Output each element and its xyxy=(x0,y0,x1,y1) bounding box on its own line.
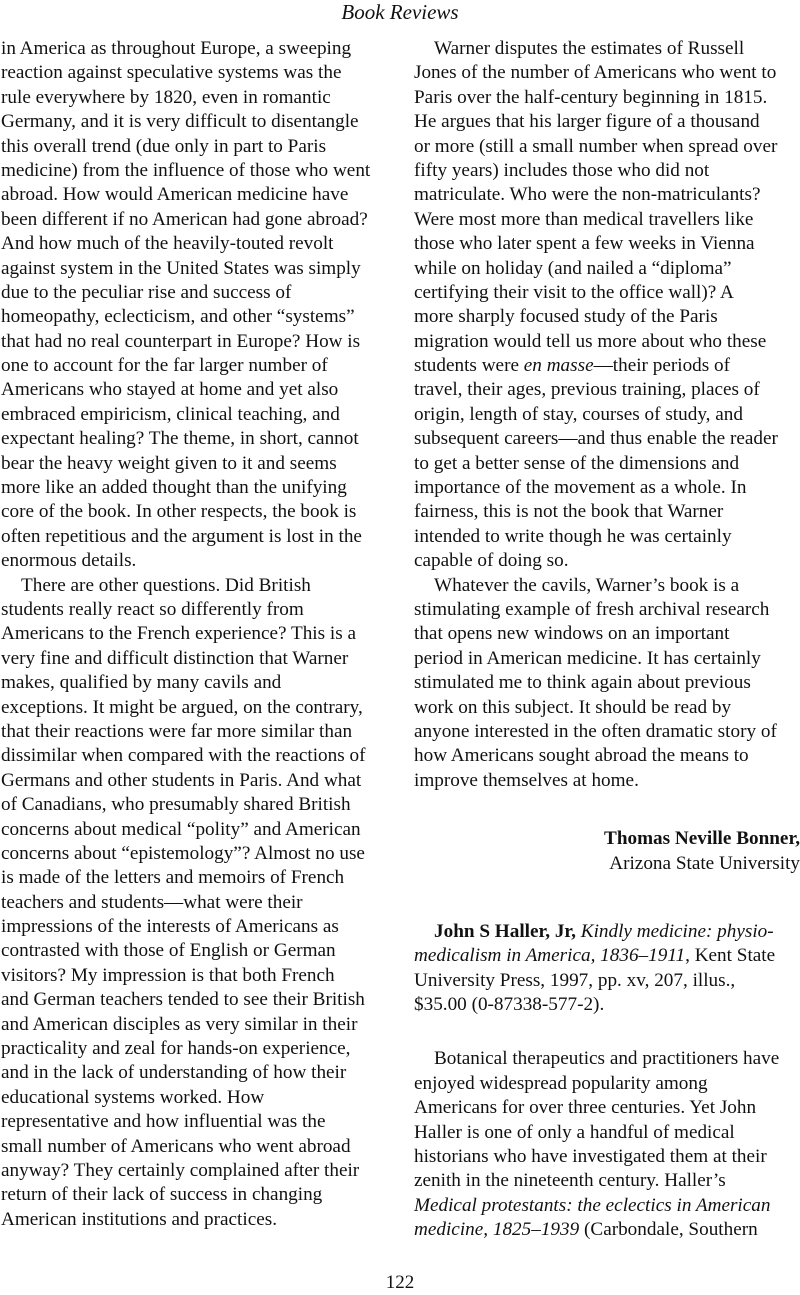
text-line: zenith in the nineteenth century. Haller’s xyxy=(414,1170,726,1192)
text-line: concerns about “epistemology”? Almost no use xyxy=(1,842,365,864)
text-run: students were xyxy=(414,355,524,377)
text-line: small number of Americans who went abroad xyxy=(1,1135,351,1157)
text-line: teachers and students—what were their xyxy=(1,891,303,913)
text-line: intended to write though he was certainly xyxy=(414,525,732,547)
text-line: He argues that his larger figure of a thousand xyxy=(414,111,760,133)
text-line: period in American medicine. It has certainly xyxy=(414,647,761,669)
text-line: stimulated me to think again about previous xyxy=(414,672,751,694)
text-line: There are other questions. Did British xyxy=(21,574,311,596)
text-line: concerns about medical “polity” and American xyxy=(1,818,361,840)
text-line: return of their lack of success in changing xyxy=(1,1184,323,1206)
text-line: and German teachers tended to see their British xyxy=(1,989,365,1011)
text-line: representative and how influential was the xyxy=(1,1111,326,1133)
text-line: that opens new windows on an important xyxy=(414,623,730,645)
text-line: anyone interested in the often dramatic story of xyxy=(414,720,777,742)
text-line: Jones of the number of Americans who went to xyxy=(414,62,777,84)
text-line: importance of the movement as a whole. In xyxy=(414,477,747,499)
text-line: dissimilar when compared with the reactions of xyxy=(1,745,366,767)
text-line: one to account for the far larger number of xyxy=(1,355,328,377)
text-line: students really react so differently from xyxy=(1,598,304,620)
text-line: of Canadians, who presumably shared British xyxy=(1,794,351,816)
text-line: origin, length of stay, courses of study, and xyxy=(414,403,743,425)
text-line: very fine and difficult distinction that Warner xyxy=(1,647,349,669)
text-line: Americans who stayed at home and yet also xyxy=(1,379,339,401)
right-paragraph-3 xyxy=(414,1047,800,1242)
text-line: Germans and other students in Paris. And what xyxy=(1,769,362,791)
text-line: Americans to the French experience? This is a xyxy=(1,623,357,645)
text-line: And how much of the heavily-touted revolt xyxy=(1,233,334,255)
page-number: 122 xyxy=(385,1272,415,1293)
text-line: contrasted with those of English or German xyxy=(1,940,336,962)
text-line: more sharply focused study of the Paris xyxy=(414,306,718,328)
text-line: more like an added thought than the unifying xyxy=(1,477,347,499)
text-line: and American disciples as very similar in their xyxy=(1,1013,358,1035)
text-line: capable of doing so. xyxy=(414,550,569,572)
text-line: homeopathy, eclecticism, and other “systems” xyxy=(1,306,355,328)
text-line: Were most more than medical travellers like xyxy=(414,208,754,230)
text-line: embraced empiricism, clinical teaching, and xyxy=(1,403,340,425)
text-line: while on holiday (and nailed a “diploma” xyxy=(414,257,732,279)
italic-phrase: en masse xyxy=(523,355,594,377)
text-line: against system in the United States was simply xyxy=(1,257,361,279)
text-line: Warner disputes the estimates of Russell xyxy=(434,38,745,59)
text-line: University Press, 1997, pp. xv, 207, illus., xyxy=(414,969,736,991)
text-line: subsequent careers—and thus enable the reader xyxy=(414,428,778,450)
text-line: and in the lack of understanding of how their xyxy=(1,1062,347,1084)
text-line: makes, qualified by many cavils and xyxy=(1,672,282,694)
text-line: fairness, this is not the book that Warner xyxy=(414,501,724,523)
left-column xyxy=(1,37,393,1232)
text-line: migration would tell us more about who these xyxy=(414,330,767,352)
book-citation xyxy=(414,920,800,1018)
citation-title: medicalism in America, 1836–1911 xyxy=(414,945,686,967)
text-line: matriculate. Who were the non-matriculants? xyxy=(414,184,761,206)
text-line: travel, their ages, previous training, places of xyxy=(414,379,760,401)
text-line: is made of the letters and memoirs of French xyxy=(1,867,345,889)
spacer xyxy=(414,876,800,920)
text-line: that their reactions were far more similar than xyxy=(1,720,353,742)
text-line xyxy=(414,944,800,968)
text-line: Americans for over three centuries. Yet John xyxy=(414,1097,757,1119)
text-line: impressions of the interests of Americans as xyxy=(1,916,339,938)
text-line: Germany, and it is very difficult to disentangle xyxy=(1,111,359,133)
text-line xyxy=(414,1218,800,1242)
text-line: enjoyed widespread popularity among xyxy=(414,1072,708,1094)
text-line: core of the book. In other respects, the book is xyxy=(1,501,357,523)
reviewer-signature xyxy=(414,827,800,876)
right-column xyxy=(414,37,800,1243)
text-line: bear the heavy weight given to it and seems xyxy=(1,452,337,474)
text-line: this overall trend (due only in part to Paris xyxy=(1,135,327,157)
text-line xyxy=(414,354,800,378)
text-line: been different if no American had gone abroad? xyxy=(1,208,368,230)
text-line: that had no real counterpart in Europe? How is xyxy=(1,330,361,352)
text-line: visitors? My impression is that both French xyxy=(1,964,335,986)
text-line: Botanical therapeutics and practitioners have xyxy=(434,1048,780,1070)
text-line: American institutions and practices. xyxy=(1,1208,278,1230)
citation-price: $35.00 (0-87338-577-2). xyxy=(414,994,605,1016)
right-paragraph-1 xyxy=(414,37,800,574)
text-line: rule everywhere by 1820, even in romantic xyxy=(1,86,331,108)
text-line: medicine) from the influence of those who went xyxy=(1,159,371,181)
reviewer-name: Thomas Neville Bonner, xyxy=(604,828,800,850)
text-line: how Americans sought abroad the means to xyxy=(414,745,749,767)
reviewer-affiliation: Arizona State University xyxy=(609,852,800,874)
text-line: reaction against speculative systems was the xyxy=(1,62,342,84)
text-line: those who later spent a few weeks in Vienna xyxy=(414,233,755,255)
text-line: improve themselves at home. xyxy=(414,769,639,791)
right-paragraph-2 xyxy=(414,574,800,794)
text-line: anyway? They certainly complained after their xyxy=(1,1159,360,1181)
text-line: abroad. How would American medicine have xyxy=(1,184,349,206)
citation-author: John S Haller, Jr, xyxy=(434,920,576,942)
text-line: educational systems worked. How xyxy=(1,1086,265,1108)
text-line: certifying their visit to the office wall)? A xyxy=(414,281,734,303)
text-line: historians who have investigated them at their xyxy=(414,1146,767,1168)
text-line xyxy=(414,920,800,944)
text-line: often repetitious and the argument is lost in the xyxy=(1,525,362,547)
running-head: Book Reviews xyxy=(341,0,459,24)
text-line: Medical protestants: the eclectics in American xyxy=(414,1194,771,1216)
spacer xyxy=(414,793,800,827)
text-line: exceptions. It might be argued, on the contrary, xyxy=(1,696,363,718)
text-line: or more (still a small number when spread over xyxy=(414,135,778,157)
text-line: Haller is one of only a handful of medical xyxy=(414,1121,735,1143)
italic-phrase: medicine, 1825–1939 xyxy=(414,1219,580,1241)
text-line: enormous details. xyxy=(1,550,137,572)
text-line: work on this subject. It should be read by xyxy=(414,696,732,718)
text-run: —their periods of xyxy=(593,355,731,377)
text-line: in America as throughout Europe, a sweeping xyxy=(1,38,352,59)
text-line: due to the peculiar rise and success of xyxy=(1,281,292,303)
left-paragraph-1 xyxy=(1,37,393,574)
text-line: practicality and zeal for hands-on experience, xyxy=(1,1038,351,1060)
text-run: (Carbondale, Southern xyxy=(579,1219,758,1241)
text-line: to get a better sense of the dimensions and xyxy=(414,452,740,474)
text-line: stimulating example of fresh archival research xyxy=(414,598,770,620)
citation-title: Kindly medicine: physio- xyxy=(580,920,774,942)
text-line: Whatever the cavils, Warner’s book is a xyxy=(434,574,740,596)
citation-publisher: , Kent State xyxy=(685,945,776,967)
spacer xyxy=(414,1017,800,1047)
text-line: expectant healing? The theme, in short, cannot xyxy=(1,428,359,450)
text-line: fifty years) includes those who did not xyxy=(414,159,710,181)
left-paragraph-2 xyxy=(1,574,393,1233)
text-line: Paris over the half-century beginning in 1815. xyxy=(414,86,768,108)
